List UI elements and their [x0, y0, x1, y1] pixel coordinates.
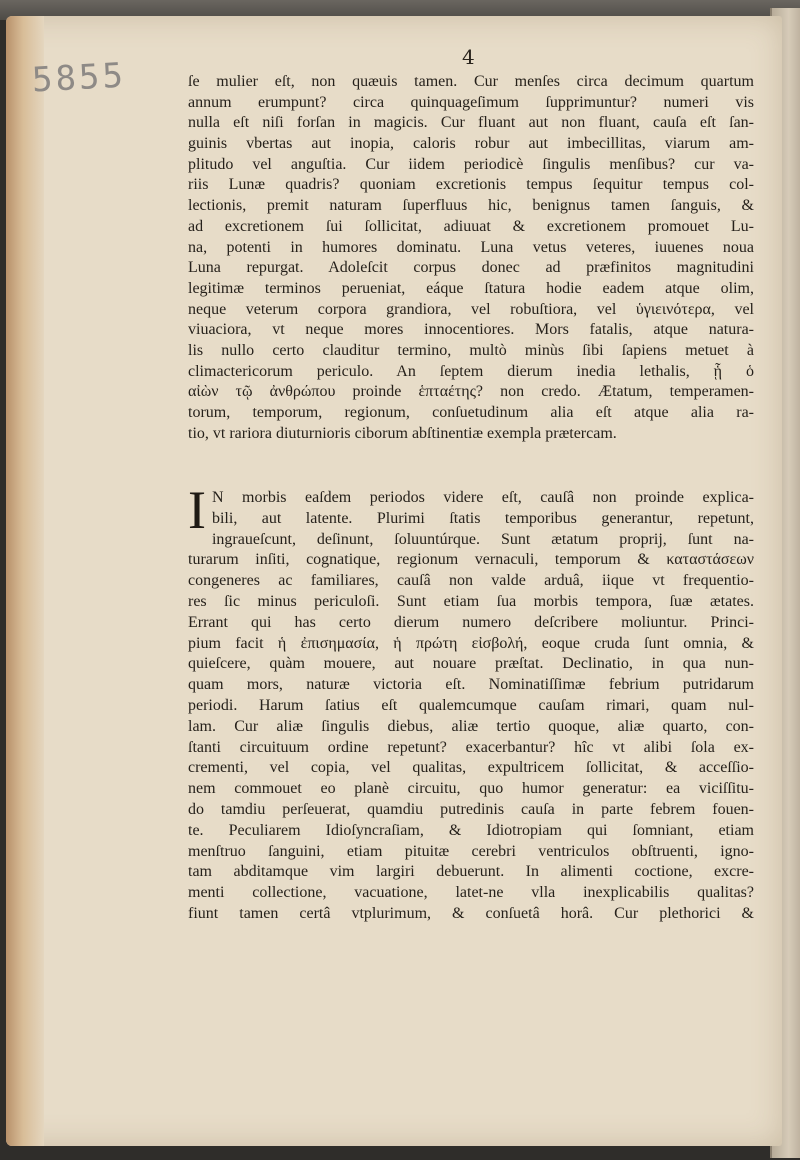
text-line: periodi. Harum ſatius eſt qualemcumque cauſam rimari, quam nul- [188, 696, 754, 714]
text-line: αἰὼν τῷ ἀνθρώπου proinde ἑπταέτης? non credo. Ætatum, temperamen- [188, 383, 754, 401]
text-line: turarum inſiti, cognatique, regionum vernaculi, temporum & καταστάσεων [188, 551, 754, 569]
text-line: ingraueſcunt, deſinunt, ſoluuntúrque. Sunt ætatum proprij, ſunt na- [211, 530, 754, 548]
paragraph-continuation [188, 72, 754, 444]
text-line: plitudo vel anguſtia. Cur iidem periodicè ſingulis menſibus? cur va- [188, 155, 754, 173]
text-line: ſe mulier eſt, non quæuis tamen. Cur menſes circa decimum quartum [188, 73, 754, 90]
text-line: menſtruo ſanguini, etiam pituitæ cerebri ventriculos obſtruenti, igno- [188, 842, 754, 860]
text-line: annum erumpunt? circa quinquageſimum ſupprimuntur? numeri vis [188, 93, 754, 111]
text-line: ſtanti circuituum ordine repetunt? exacerbantur? hîc vt alibi ſola ex- [188, 738, 754, 756]
text-line: lam. Cur aliæ ſingulis diebus, aliæ tertio quoque, aliæ quarto, con- [188, 717, 754, 735]
text-line: neque veterum corpora grandiora, vel robuſtiora, vel ὑγιεινότερα, vel [188, 300, 754, 318]
text-line: na, potenti in humores dominatu. Luna vetus veteres, iuuenes noua [188, 238, 754, 256]
text-line: fiunt tamen certâ vtplurimum, & conſuetâ horâ. Cur plethorici & [188, 904, 754, 922]
text-line: tam abditamque vim largiri debuerunt. In alimenti coctione, excre- [188, 863, 754, 881]
text-line: res ſic minus periculoſi. Sunt etiam ſua morbis tempora, ſuæ ætates. [188, 592, 754, 610]
text-line: ad excretionem ſui ſollicitat, adiuuat & excretionem promouet Lu- [188, 217, 754, 235]
text-line: quieſcere, quàm mouere, aut nouare præſtat. Declinatio, in qua nun- [188, 655, 754, 673]
manuscript-number: 5855 [31, 55, 127, 101]
text-line: quam mors, naturæ victoria eſt. Nominatiſſimæ febrium putridarum [188, 676, 754, 694]
text-line: climactericorum periculo. An ſeptem dierum inedia lethalis, ᾗ ὁ [188, 362, 754, 380]
text-line: tio, vt rariora diuturnioris ciborum abſtinentiæ exempla prætercam. [188, 424, 617, 442]
text-line: guinis vbertas aut inopia, caloris robur aut imbecillitas, viarum am- [188, 135, 754, 153]
text-line: te. Peculiarem Idioſyncraſiam, & Idiotropiam qui ſomniant, etiam [188, 821, 754, 839]
text-line: congeneres ac familiares, cauſâ non valde arduâ, iique vt frequentio- [188, 572, 754, 590]
paragraph-morbis [188, 480, 754, 925]
text-line: Errant qui has certo dierum numero deſcribere moliuntur. Princi- [188, 613, 754, 631]
text-line: torum, temporum, regionum, conſuetudinum alia eſt atque alia ra- [188, 404, 754, 421]
text-line: lectionis, premit naturam ſuperfluus hic, benignus tamen ſanguis, & [188, 197, 754, 215]
text-line: nem commouet eo planè circuitu, quo humor generatur: ea viciſſitu- [188, 780, 754, 798]
text-line: viuaciora, vt neque mores innocentiores. Mors fatalis, atque natura- [188, 321, 754, 339]
text-line: bili, aut latente. Plurimi ſtatis temporibus generantur, repetunt, [211, 509, 754, 527]
text-line: do tamdiu perſeuerat, quamdiu putredinis cauſa in parte febrem fouen- [188, 800, 754, 818]
text-line: N morbis eaſdem periodos videre eſt, cauſâ non proinde explica- [211, 489, 754, 506]
binding-gutter [6, 16, 44, 1146]
text-line: riis Lunæ quadris? quoniam excretionis tempus ſequitur tempus col- [188, 176, 754, 194]
text-line: Luna repurgat. Adoleſcit corpus donec ad præfinitos magnitudini [188, 259, 754, 277]
page-number: 4 [462, 45, 475, 69]
text-line: nulla eſt niſi forſan in magicis. Cur fluant aut non fluant, cauſa eſt ſan- [188, 114, 754, 132]
text-line: legitimæ terminos perueniat, eáque ſtatura hodie eadem atque olim, [188, 279, 754, 297]
text-line: pium facit ἡ ἐπισημασία, ἡ πρώτη εἰσβολή, eoque cruda ſunt omnia, & [188, 634, 754, 652]
text-line: menti collectione, vacuatione, latet-ne vlla inexplicabilis qualitas? [188, 884, 754, 902]
text-line: lis nullo certo clauditur termino, multò minùs ſibi ſapiens metuet à [188, 341, 754, 359]
drop-capital: I [188, 480, 206, 540]
text-line: crementi, vel copia, vel qualitas, expultricem ſollicitat, & acceſſio- [188, 759, 754, 777]
